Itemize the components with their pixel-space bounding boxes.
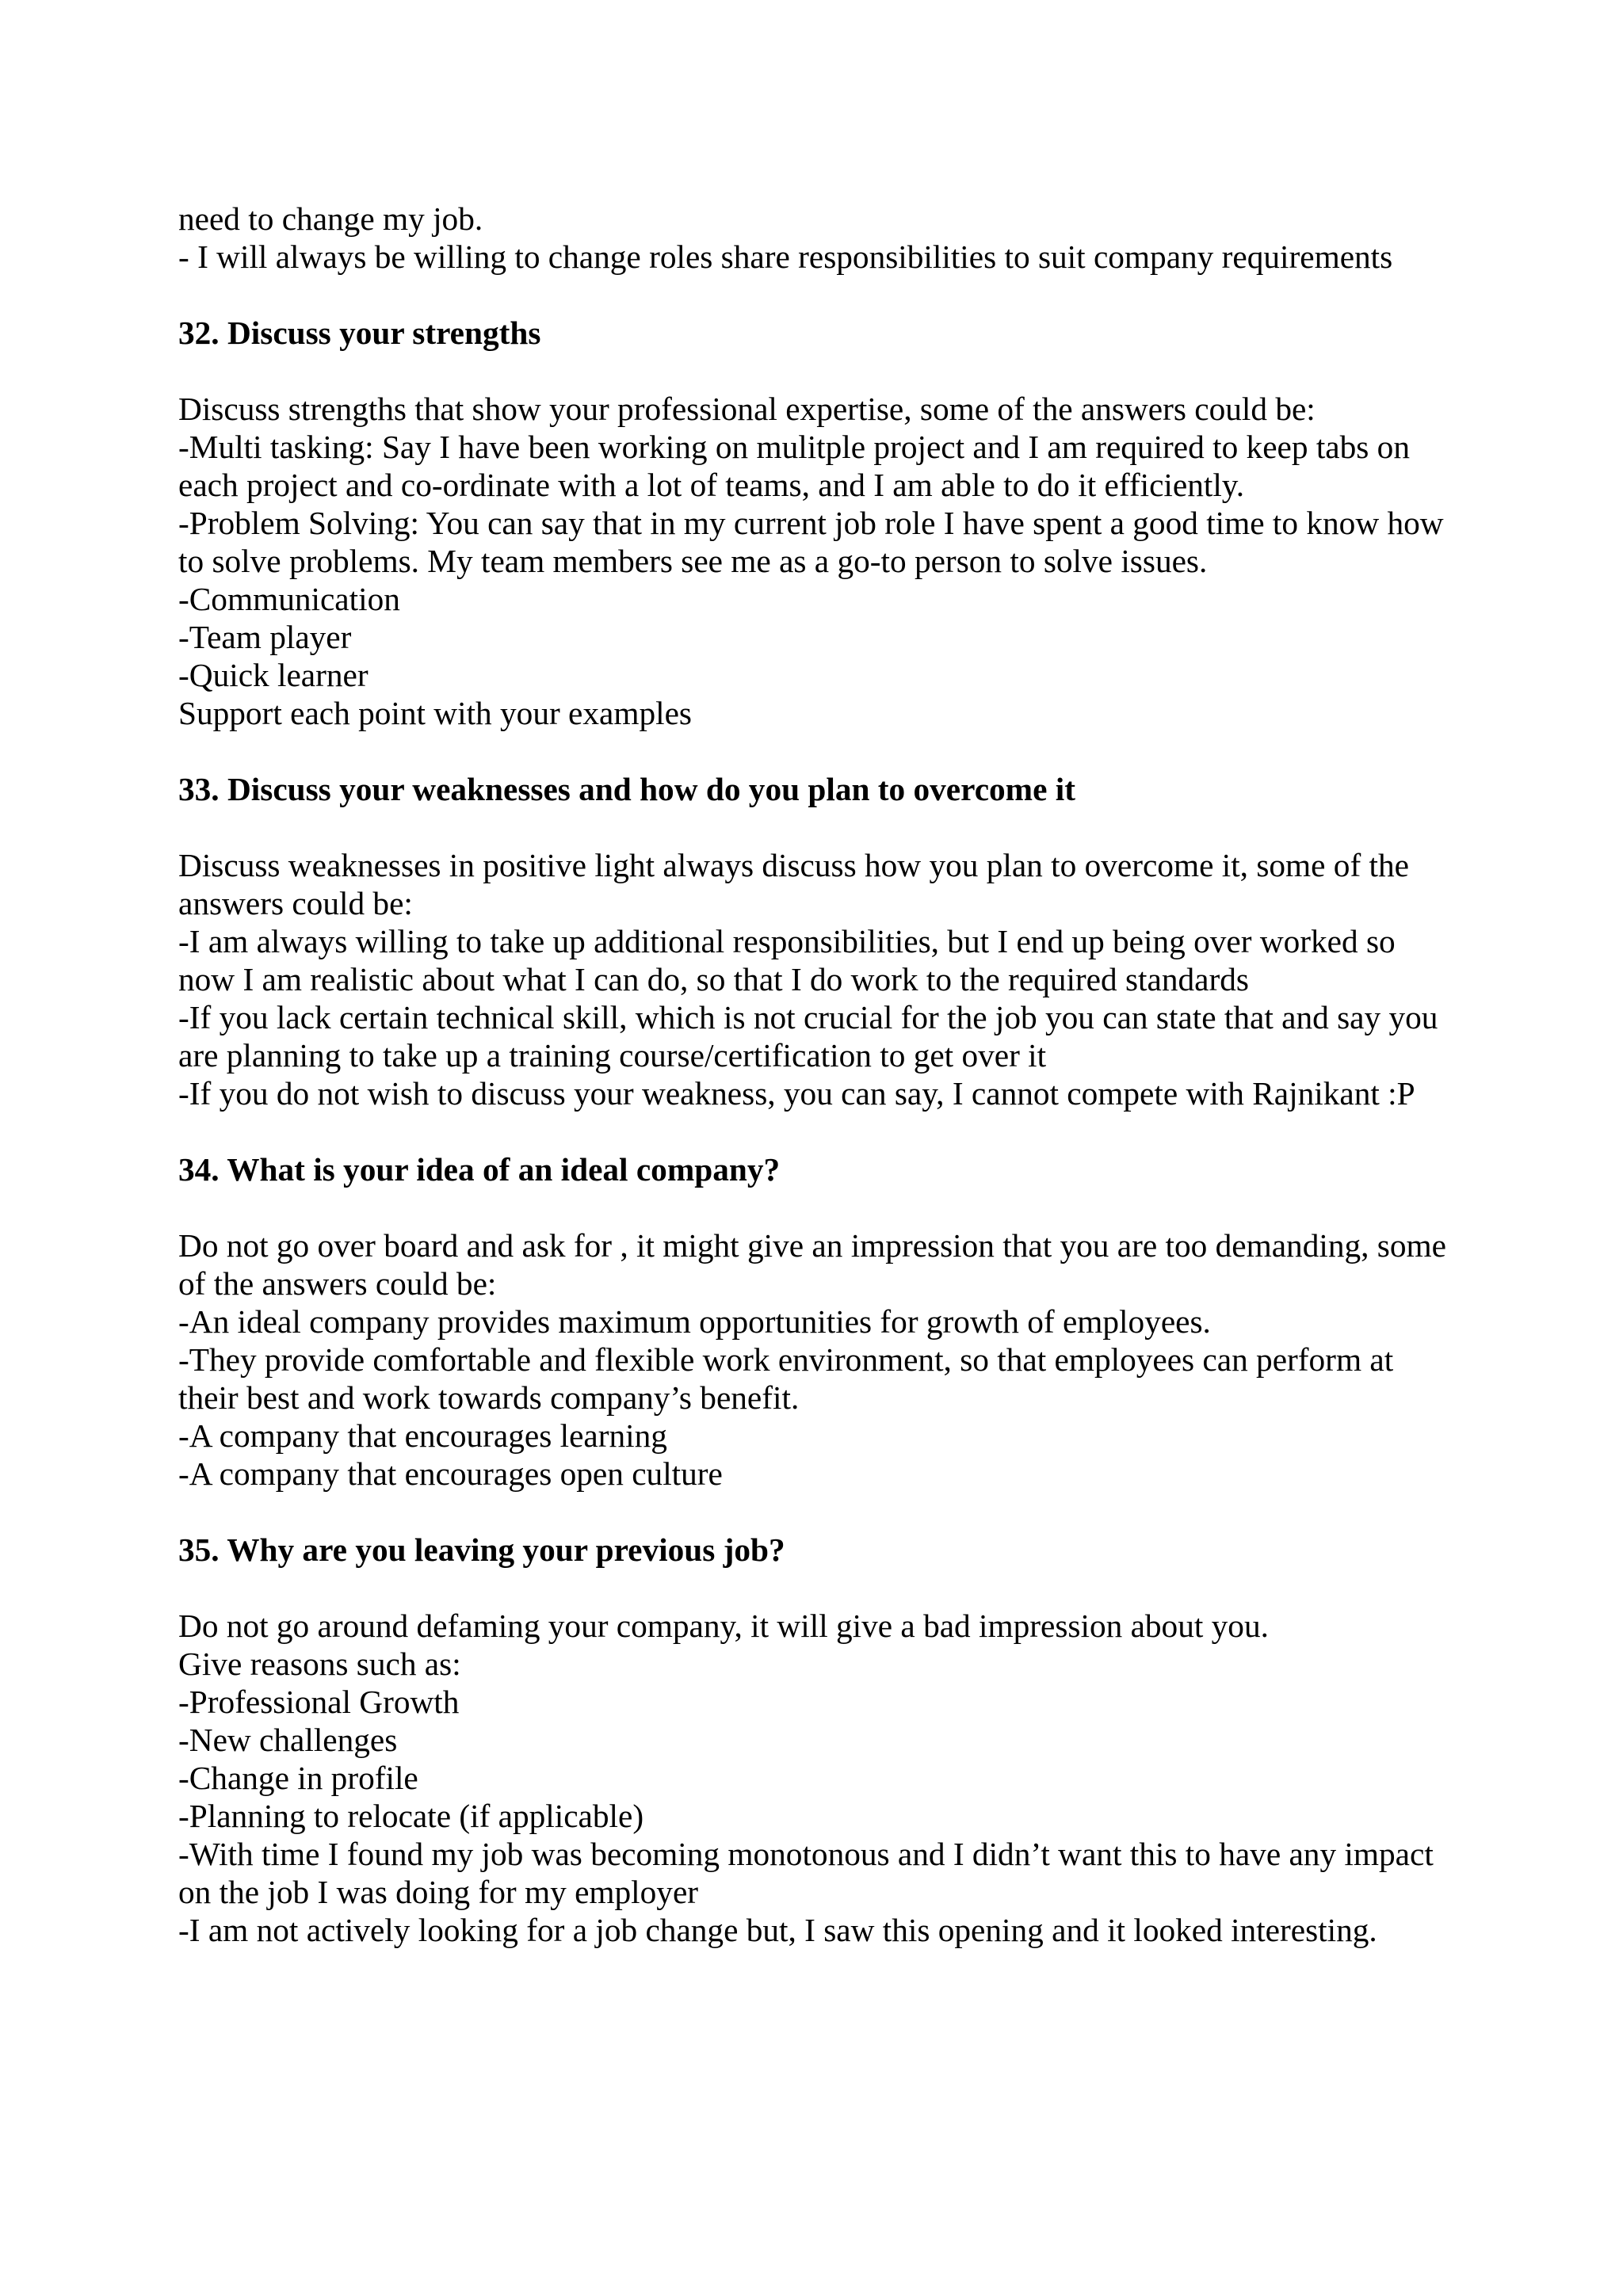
body-line: their best and work towards company’s benefit. [178,1379,800,1416]
body-line: -I am not actively looking for a job change but, I saw this opening and it looked interesting. [178,1912,1377,1948]
body-line: are planning to take up a training course/certification to get over it [178,1037,1047,1074]
body-line: of the answers could be: [178,1265,497,1302]
body-line: Give reasons such as: [178,1646,461,1682]
body-line: to solve problems. My team members see me as a go-to person to solve issues. [178,543,1208,579]
body-line: -If you do not wish to discuss your weakness, you can say, I cannot compete with Rajnikant :P [178,1075,1415,1112]
body-line: Do not go over board and ask for , it might give an impression that you are too demanding, some [178,1227,1446,1264]
body-line: -I am always willing to take up additional responsibilities, but I end up being over worked so [178,923,1396,959]
body-line: -A company that encourages open culture [178,1455,723,1492]
section-heading: 34. What is your idea of an ideal company? [178,1151,781,1188]
body-line: -Professional Growth [178,1684,460,1720]
body-line: -New challenges [178,1722,398,1758]
body-line: Support each point with your examples [178,695,693,731]
body-line: -Team player [178,619,352,655]
section-35 [178,1531,1573,1949]
body-line: need to change my job. [178,200,483,237]
body-line: each project and co-ordinate with a lot of teams, and I am able to do it efficiently. [178,467,1245,503]
body-line: -Multi tasking: Say I have been working on mulitple project and I am required to keep tabs on [178,429,1410,465]
section-heading: 35. Why are you leaving your previous job? [178,1531,785,1568]
body-line: - I will always be willing to change roles share responsibilities to suit company requirements [178,238,1393,275]
body-line: on the job I was doing for my employer [178,1874,699,1910]
body-line: answers could be: [178,885,413,921]
body-line: -They provide comfortable and flexible work environment, so that employees can perform at [178,1341,1394,1378]
section-33 [178,770,1573,1112]
body-line: -A company that encourages learning [178,1417,667,1454]
section-32 [178,314,1573,732]
body-line: Discuss weaknesses in positive light always discuss how you plan to overcome it, some of the [178,847,1409,883]
body-line: Do not go around defaming your company, it will give a bad impression about you. [178,1608,1269,1644]
body-line: -An ideal company provides maximum opportunities for growth of employees. [178,1303,1211,1340]
body-line: -Planning to relocate (if applicable) [178,1798,644,1834]
document-body [178,200,1573,1949]
body-line: -Problem Solving: You can say that in my current job role I have spent a good time to know how [178,505,1444,541]
body-line: -Change in profile [178,1760,418,1796]
body-line: -Communication [178,581,400,617]
body-line: -Quick learner [178,657,369,693]
section-34 [178,1150,1573,1493]
body-line: Discuss strengths that show your professional expertise, some of the answers could be: [178,391,1316,427]
section-heading: 32. Discuss your strengths [178,315,541,351]
intro-continuation [178,200,1573,276]
section-heading: 33. Discuss your weaknesses and how do you plan to overcome it [178,771,1075,807]
body-line: -If you lack certain technical skill, which is not crucial for the job you can state that and say you [178,999,1438,1035]
body-line: now I am realistic about what I can do, so that I do work to the required standards [178,961,1249,997]
body-line: -With time I found my job was becoming monotonous and I didn’t want this to have any impact [178,1836,1434,1872]
